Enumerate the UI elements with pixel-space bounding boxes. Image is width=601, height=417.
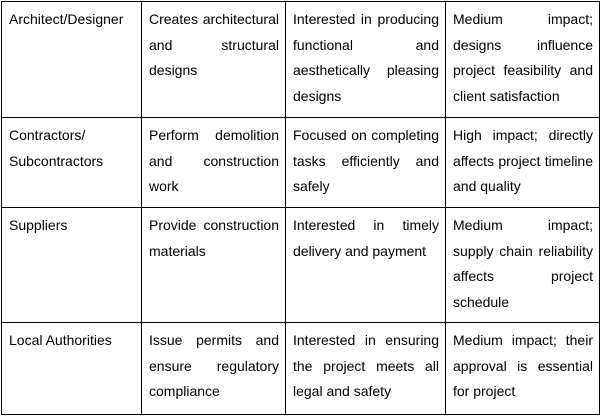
impact-cell: Medium impact; their approval is essential for project [446,323,600,415]
role-cell: Provide construction materials [142,208,286,323]
table-row [2,118,600,208]
interest-cell: Interested in ensuring the project meets all legal and safety [286,323,446,415]
stakeholder-cell: Local Authorities [2,323,142,415]
table-row [2,2,600,118]
interest-cell: Interested in producing functional and aesthetically pleasing designs [286,2,446,118]
table-row [2,323,600,415]
role-cell: Perform demolition and construction work [142,118,286,208]
table-row [2,208,600,323]
impact-cell: High impact; directly affects project timeline and quality [446,118,600,208]
interest-cell: Focused on completing tasks efficiently and safely [286,118,446,208]
stakeholder-cell: Suppliers [2,208,142,323]
role-cell: Creates architectural and structural designs [142,2,286,118]
impact-cell: Medium impact; supply chain reliability affects project schedule [446,208,600,323]
role-cell: Issue permits and ensure regulatory compliance [142,323,286,415]
stakeholder-cell: Contractors/ Subcontractors [2,118,142,208]
stakeholder-table [1,1,600,415]
impact-cell: Medium impact; designs influence project feasibility and client satisfaction [446,2,600,118]
interest-cell: Interested in timely delivery and payment [286,208,446,323]
stakeholder-cell: Architect/Designer [2,2,142,118]
